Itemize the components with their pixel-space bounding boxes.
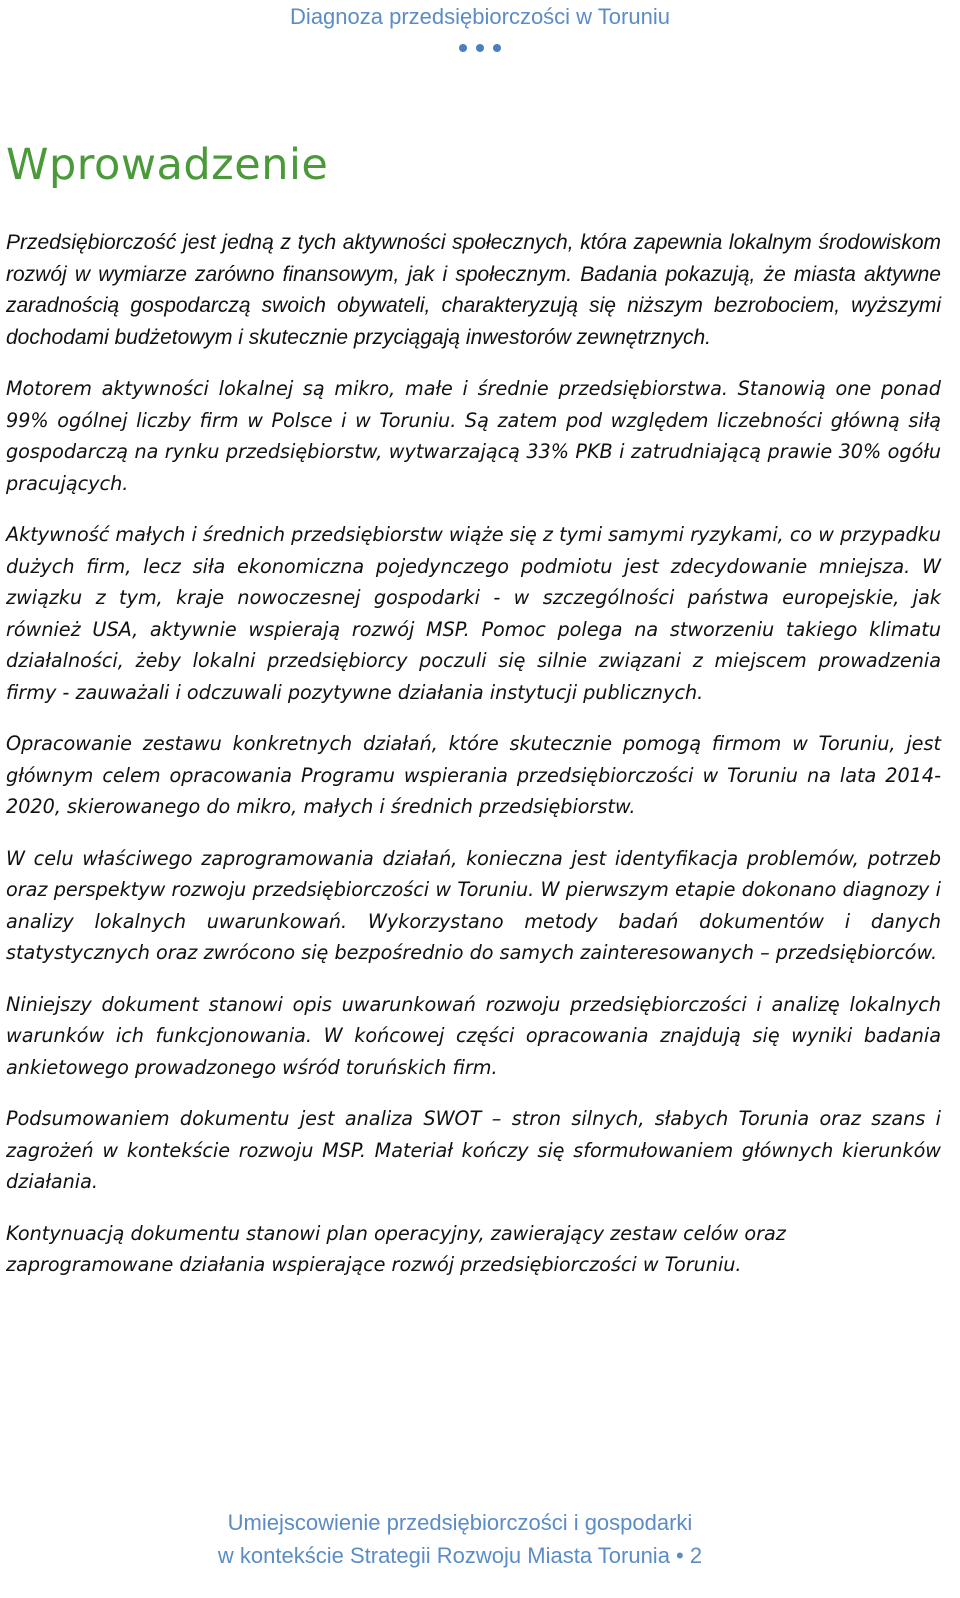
paragraph: Aktywność małych i średnich przedsiębiorstw wiąże się z tymi samymi ryzykami, co w przypadku dużych firm, lecz siła ekonomiczna pojedynczego podmiotu jest zdecydowanie mniejsza. W związku z tym, kraje nowoczesnej gospodarki - w szczególności państwa europejskie, jak również USA, aktywnie wspierają rozwój MSP. Pomoc polega na stworzeniu takiego klimatu działalności, żeby lokalni przedsiębiorcy poczuli się silnie związani z miejscem prowadzenia firmy - zauważali i odczuwali pozytywne działania instytucji publicznych. [6, 523, 941, 704]
body-text [6, 227, 941, 1301]
page-title: Wprowadzenie [6, 140, 329, 190]
dot-icon [493, 44, 501, 52]
footer-line-with-page-number: w kontekście Strategii Rozwoju Miasta Torunia • 2 [217, 1543, 703, 1568]
paragraph: W celu właściwego zaprogramowania działań, konieczna jest identyfikacja problemów, potrzeb oraz perspektyw rozwoju przedsiębiorczości w Toruniu. W pierwszym etapie dokonano diagnozy i analizy lokalnych uwarunkowań. Wykorzystano metody badań dokumentów i danych statystycznych oraz zwrócono się bezpośrednio do samych zainteresowanych – przedsiębiorców. [6, 846, 941, 964]
page-footer [0, 1506, 920, 1572]
header-dots-ornament [0, 44, 960, 52]
dot-icon [459, 44, 467, 52]
paragraph: Niniejszy dokument stanowi opis uwarunkowań rozwoju przedsiębiorczości i analizę lokalnych warunków ich funkcjonowania. W końcowej części opracowania znajdują się wyniki badania ankietowego prowadzonego wśród toruńskich firm. [6, 992, 941, 1079]
running-header: Diagnoza przedsiębiorczości w Toruniu [290, 4, 670, 29]
paragraph: Przedsiębiorczość jest jedną z tych aktywności społecznych, która zapewnia lokalnym środowiskom rozwój w wymiarze zarówno finansowym, jak i społecznym. Badania pokazują, że miasta aktywne zaradnością gospodarczą swoich obywateli, charakteryzują się niższym bezrobociem, wyższymi dochodami budżetowym i skutecznie przyciągają inwestorów zewnętrznych. [6, 231, 941, 349]
paragraph: Motorem aktywności lokalnej są mikro, małe i średnie przedsiębiorstwa. Stanowią one ponad 99% ogólnej liczby firm w Polsce i w Toruniu. Są zatem pod względem liczebności główną siłą gospodarczą na rynku przedsiębiorstw, wytwarzającą 33% PKB i zatrudniającą prawie 30% ogółu pracujących. [6, 377, 941, 495]
footer-line: Umiejscowienie przedsiębiorczości i gospodarki [227, 1510, 693, 1535]
paragraph: Podsumowaniem dokumentu jest analiza SWOT – stron silnych, słabych Torunia oraz szans i zagrożeń w kontekście rozwoju MSP. Materiał kończy się sformułowaniem głównych kierunków działania. [6, 1107, 941, 1193]
paragraph: Kontynuacją dokumentu stanowi plan operacyjny, zawierający zestaw celów oraz zaprogramowane działania wspierające rozwój przedsiębiorczości w Toruniu. [6, 1221, 786, 1276]
paragraph: Opracowanie zestawu konkretnych działań, które skutecznie pomogą firmom w Toruniu, jest głównym celem opracowania Programu wspierania przedsiębiorczości w Toruniu na lata 2014-2020, skierowanego do mikro, małych i średnich przedsiębiorstw. [6, 732, 941, 818]
dot-icon [476, 44, 484, 52]
